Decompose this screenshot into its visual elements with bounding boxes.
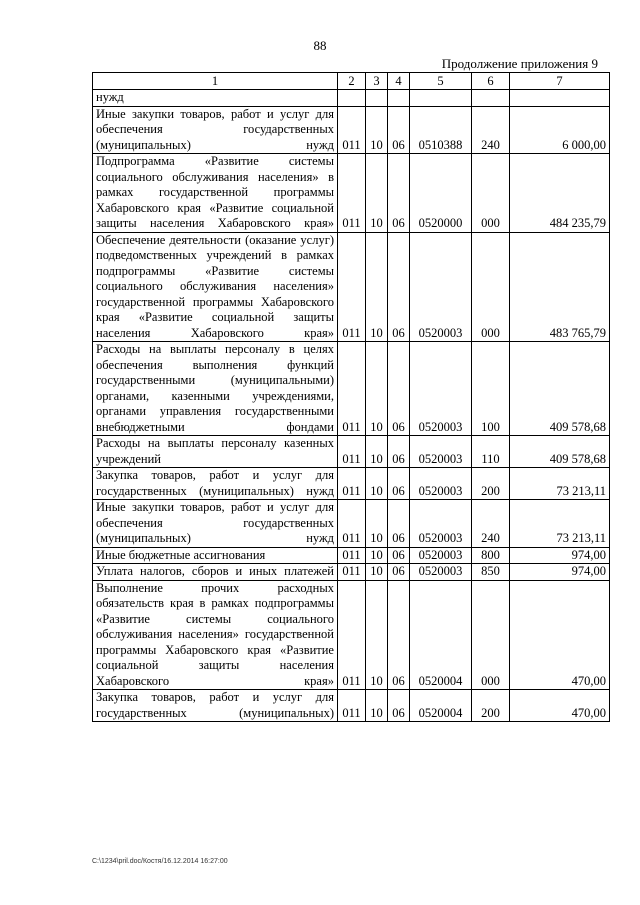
table-row — [93, 436, 610, 468]
row-code-5: 0520000 — [410, 154, 472, 233]
continuation-heading: Продолжение приложения 9 — [441, 56, 598, 71]
header-col-2: 2 — [338, 73, 366, 90]
row-code-6 — [472, 90, 510, 107]
row-code-6: 000 — [472, 580, 510, 690]
row-code-3: 10 — [366, 690, 388, 722]
row-code-5: 0520004 — [410, 690, 472, 722]
row-code-4: 06 — [388, 468, 410, 500]
row-code-6: 200 — [472, 468, 510, 500]
row-code-2: 011 — [338, 106, 366, 154]
row-code-6: 110 — [472, 436, 510, 468]
row-code-2: 011 — [338, 500, 366, 548]
row-code-6: 850 — [472, 564, 510, 581]
row-amount: 73 213,11 — [510, 468, 610, 500]
row-code-3: 10 — [366, 342, 388, 436]
row-code-6: 240 — [472, 106, 510, 154]
row-code-2: 011 — [338, 468, 366, 500]
row-name: Расходы на выплаты персоналу в целях обеспечения выполнения функций государственными (муниципальными) органами, казенными учреждениями, органами управления государственными внебюджетными фондами — [93, 342, 338, 436]
row-amount: 484 235,79 — [510, 154, 610, 233]
row-code-4: 06 — [388, 106, 410, 154]
row-code-6: 000 — [472, 154, 510, 233]
header-col-6: 6 — [472, 73, 510, 90]
row-code-4: 06 — [388, 564, 410, 581]
table-row — [93, 564, 610, 581]
row-code-4: 06 — [388, 154, 410, 233]
row-code-5: 0520003 — [410, 468, 472, 500]
table-row — [93, 106, 610, 154]
row-code-5: 0520003 — [410, 342, 472, 436]
row-code-5: 0520004 — [410, 580, 472, 690]
row-amount: 974,00 — [510, 564, 610, 581]
row-code-3: 10 — [366, 436, 388, 468]
row-code-6: 100 — [472, 342, 510, 436]
row-name: нужд — [93, 90, 338, 107]
row-amount: 409 578,68 — [510, 342, 610, 436]
row-amount: 470,00 — [510, 580, 610, 690]
row-amount: 6 000,00 — [510, 106, 610, 154]
row-code-2: 011 — [338, 436, 366, 468]
row-code-2: 011 — [338, 690, 366, 722]
row-code-3: 10 — [366, 580, 388, 690]
row-code-5: 0520003 — [410, 500, 472, 548]
row-code-4 — [388, 90, 410, 107]
row-name: Закупка товаров, работ и услуг для государственных (муниципальных) нужд — [93, 468, 338, 500]
row-code-3: 10 — [366, 564, 388, 581]
row-code-3: 10 — [366, 232, 388, 342]
row-name: Закупка товаров, работ и услуг для государственных (муниципальных) — [93, 690, 338, 722]
row-code-2: 011 — [338, 564, 366, 581]
row-amount: 470,00 — [510, 690, 610, 722]
row-name: Иные закупки товаров, работ и услуг для обеспечения государственных (муниципальных) нужд — [93, 106, 338, 154]
row-code-4: 06 — [388, 690, 410, 722]
row-code-3: 10 — [366, 154, 388, 233]
row-amount: 73 213,11 — [510, 500, 610, 548]
row-amount — [510, 90, 610, 107]
row-code-2: 011 — [338, 580, 366, 690]
row-code-3: 10 — [366, 547, 388, 564]
row-code-5: 0520003 — [410, 547, 472, 564]
row-code-6: 000 — [472, 232, 510, 342]
table-row — [93, 690, 610, 722]
table-row — [93, 90, 610, 107]
row-code-5: 0520003 — [410, 564, 472, 581]
header-col-4: 4 — [388, 73, 410, 90]
table-row — [93, 154, 610, 233]
header-col-1: 1 — [93, 73, 338, 90]
row-name: Обеспечение деятельности (оказание услуг) подведомственных учреждений в рамках подпрограммы «Развитие системы социального обслуживания населения» государственной программы Хабаровского края «Развитие социальной защиты населения Хабаровского края» — [93, 232, 338, 342]
table-header-row — [93, 73, 610, 90]
row-code-6: 800 — [472, 547, 510, 564]
table-row — [93, 232, 610, 342]
row-code-6: 240 — [472, 500, 510, 548]
row-code-2: 011 — [338, 547, 366, 564]
row-code-4: 06 — [388, 342, 410, 436]
row-code-2: 011 — [338, 342, 366, 436]
table-row — [93, 547, 610, 564]
row-code-3: 10 — [366, 500, 388, 548]
header-col-3: 3 — [366, 73, 388, 90]
row-code-4: 06 — [388, 580, 410, 690]
row-name: Выполнение прочих расходных обязательств края в рамках подпрограммы «Развитие системы социального обслуживания населения» государственной программы Хабаровского края «Развитие социальной защиты населения Хабаровского края» — [93, 580, 338, 690]
row-code-6: 200 — [472, 690, 510, 722]
row-code-4: 06 — [388, 436, 410, 468]
row-code-5: 0520003 — [410, 436, 472, 468]
page-number: 88 — [313, 38, 327, 53]
row-code-5: 0520003 — [410, 232, 472, 342]
file-path-footer: C:\1234\pril.doc/Костя/16.12.2014 16:27:00 — [92, 858, 228, 865]
row-code-5 — [410, 90, 472, 107]
header-col-7: 7 — [510, 73, 610, 90]
row-code-2: 011 — [338, 232, 366, 342]
row-code-4: 06 — [388, 232, 410, 342]
row-code-4: 06 — [388, 500, 410, 548]
table-row — [93, 500, 610, 548]
row-code-2 — [338, 90, 366, 107]
row-name: Расходы на выплаты персоналу казенных учреждений — [93, 436, 338, 468]
row-name: Подпрограмма «Развитие системы социального обслуживания населения» в рамках государственной программы Хабаровского края «Развитие социальной защиты населения Хабаровского края» — [93, 154, 338, 233]
row-name: Иные закупки товаров, работ и услуг для обеспечения государственных (муниципальных) нужд — [93, 500, 338, 548]
header-col-5: 5 — [410, 73, 472, 90]
row-code-3: 10 — [366, 106, 388, 154]
budget-table — [92, 72, 610, 722]
row-amount: 483 765,79 — [510, 232, 610, 342]
row-amount: 409 578,68 — [510, 436, 610, 468]
row-code-3 — [366, 90, 388, 107]
table-row — [93, 468, 610, 500]
table-row — [93, 580, 610, 690]
row-code-2: 011 — [338, 154, 366, 233]
row-code-4: 06 — [388, 547, 410, 564]
row-amount: 974,00 — [510, 547, 610, 564]
row-code-3: 10 — [366, 468, 388, 500]
row-name: Иные бюджетные ассигнования — [93, 547, 338, 564]
row-name: Уплата налогов, сборов и иных платежей — [93, 564, 338, 581]
row-code-5: 0510388 — [410, 106, 472, 154]
table-row — [93, 342, 610, 436]
